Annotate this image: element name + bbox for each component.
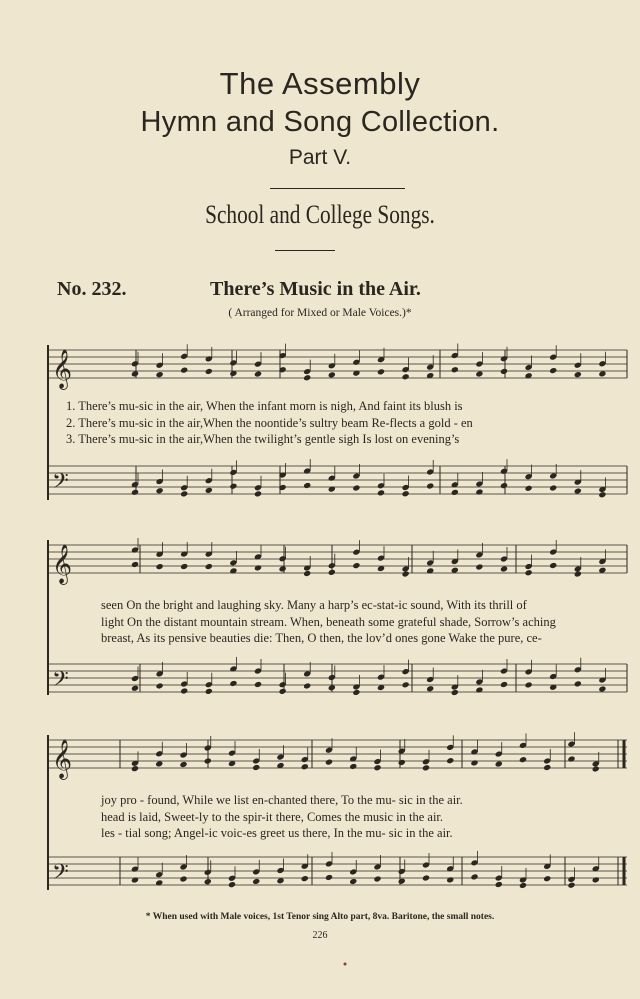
- system-2-bass-note: [229, 680, 237, 687]
- system-2-treble-note: [205, 563, 213, 570]
- system-1-treble-note: [180, 367, 188, 374]
- system-1-bass-note: [500, 482, 508, 489]
- system-1-bass-note: [180, 490, 188, 497]
- system-1-bass-note: [254, 490, 262, 497]
- system-2-treble-note: [475, 563, 483, 570]
- system-3-treble-note: [519, 756, 527, 763]
- system-2-bass-note: [180, 687, 188, 694]
- system-2-bass-note: [352, 689, 360, 696]
- lyric-verse-2: head is laid, Sweet-ly to the spir-it there, Comes the music in the air.: [101, 809, 444, 824]
- system-2-bass-note: [574, 680, 582, 687]
- system-3-treble-note: [495, 761, 503, 768]
- system-3-bass-note: [228, 881, 236, 888]
- system-1-bass-note: [205, 487, 213, 494]
- treble-clef-icon: 𝄞: [52, 739, 73, 779]
- system-3-treble-note: [179, 761, 187, 768]
- system-1-bass-note: [402, 490, 410, 497]
- system-2-bass-note: [426, 685, 434, 692]
- system-2-bass-note: [254, 681, 262, 688]
- system-1-treble-note: [254, 371, 262, 378]
- book-title-line1: The Assembly: [219, 66, 421, 101]
- system-3-bass-note: [398, 878, 406, 885]
- arrangement-note: ( Arranged for Mixed or Male Voices.)*: [228, 307, 412, 319]
- system-3-treble-note: [567, 756, 575, 763]
- treble-clef-icon: 𝄞: [52, 544, 73, 584]
- hymn-title: There’s Music in the Air.: [210, 278, 421, 300]
- system-3-bass-note: [252, 878, 260, 885]
- system-2-treble-note: [525, 569, 533, 576]
- system-2-treble-note: [180, 563, 188, 570]
- bass-clef-icon: 𝄢: [52, 469, 69, 499]
- lyric-verse-1: joy pro - found, While we list en-chanted there, To the mu- sic in the air.: [101, 793, 463, 807]
- system-3-treble-note: [349, 763, 357, 770]
- lyric-verse-3: 3. There’s mu-sic in the air,When the twilight’s gentle sigh Is lost on evening’s: [66, 432, 460, 446]
- system-2-treble-note: [402, 570, 410, 577]
- system-1-treble-note: [574, 371, 582, 378]
- system-2-bass-note: [598, 685, 606, 692]
- system-1-bass-note: [451, 489, 459, 496]
- system-2-bass-note: [475, 686, 483, 693]
- lyric-verse-3: breast, As its pensive beauties die: Then, O then, the lov’d ones gone Wake the pure, ce-: [101, 631, 542, 645]
- system-1-bass-note: [574, 488, 582, 495]
- system-2-bass-note: [303, 682, 311, 689]
- lyrics-system-3: [101, 792, 601, 842]
- lyric-verse-1: seen On the bright and laughing sky. Many a harp’s ec-stat-ic sound, With its thrill of: [101, 598, 527, 612]
- system-3-bass-note: [567, 882, 575, 889]
- system-3-bass-note: [179, 875, 187, 882]
- system-2-treble-note: [156, 563, 164, 570]
- system-2-treble-note: [549, 562, 557, 569]
- system-3-treble-note: [301, 763, 309, 770]
- footnote: * When used with Male voices, 1st Tenor sing Alto part, 8va. Baritone, the small notes.: [145, 912, 495, 922]
- system-1-bass-note: [352, 485, 360, 492]
- system-3-bass-note: [446, 876, 454, 883]
- system-3-bass-note: [373, 875, 381, 882]
- system-1-treble-note: [598, 370, 606, 377]
- bass-clef-icon: 𝄢: [52, 860, 69, 890]
- system-3-treble-note: [155, 760, 163, 767]
- system-2-treble-note: [500, 565, 508, 572]
- system-2-bass-note: [525, 681, 533, 688]
- bass-clef-icon: 𝄢: [52, 667, 69, 697]
- system-1-bass-note: [156, 487, 164, 494]
- lyric-verse-3: les - tial song; Angel-ic voic-es greet us there, In the mu- sic in the air.: [101, 826, 453, 840]
- system-1-bass-note: [303, 482, 311, 489]
- system-1-bass-note: [598, 491, 606, 498]
- system-1-bass-note: [426, 482, 434, 489]
- system-1-bass-note: [475, 488, 483, 495]
- system-1-treble-note: [402, 373, 410, 380]
- system-1-treble-note: [451, 366, 459, 373]
- lyric-verse-1: 1. There’s mu-sic in the air, When the infant morn is nigh, And faint its blush is: [66, 399, 463, 413]
- system-3-bass-note: [470, 873, 478, 880]
- system-3-treble-note: [446, 757, 454, 764]
- system-1-treble-note: [156, 371, 164, 378]
- system-3-bass-note: [519, 882, 527, 889]
- system-3-treble-note: [470, 759, 478, 766]
- system-3-bass-note: [592, 876, 600, 883]
- system-3-treble-note: [398, 759, 406, 766]
- system-2-treble-note: [352, 562, 360, 569]
- system-1-treble-note: [205, 368, 213, 375]
- system-3-bass-note: [495, 881, 503, 888]
- system-2-treble-note: [254, 564, 262, 571]
- system-1-treble-note: [549, 367, 557, 374]
- system-2-bass-note: [451, 689, 459, 696]
- system-1-bass-note: [131, 489, 139, 496]
- book-title-line2: Hymn and Song Collection.: [140, 106, 500, 138]
- section-title: School and College Songs.: [205, 200, 435, 229]
- system-1-treble-note: [303, 374, 311, 381]
- system-3-bass-note: [422, 874, 430, 881]
- system-2-treble-note: [131, 561, 139, 568]
- system-2-bass-note: [205, 688, 213, 695]
- system-2-bass-note: [131, 685, 139, 692]
- system-2-treble-note: [303, 570, 311, 577]
- system-1-treble-note: [500, 368, 508, 375]
- system-3-bass-note: [131, 877, 139, 884]
- page-number: 226: [312, 930, 328, 941]
- system-3-treble-note: [131, 765, 139, 772]
- system-2-bass-note: [402, 681, 410, 688]
- system-1-bass-note: [549, 484, 557, 491]
- system-1-bass-note: [525, 485, 533, 492]
- system-1-bass-note: [377, 489, 385, 496]
- system-3-treble-note: [252, 764, 260, 771]
- lyrics-system-2: [101, 597, 631, 647]
- lyrics-system-1: [66, 398, 632, 448]
- system-3-bass-note: [349, 878, 357, 885]
- system-3-treble-note: [422, 764, 430, 771]
- system-1-bass-note: [229, 483, 237, 490]
- lyric-verse-2: 2. There’s mu-sic in the air,When the noontide’s sultry beam Re-flects a gold - en: [66, 415, 473, 430]
- system-3-treble-note: [592, 765, 600, 772]
- part-label: Part V.: [288, 146, 352, 169]
- system-2-treble-note: [574, 570, 582, 577]
- system-2-bass-note: [279, 688, 287, 695]
- system-3-treble-note: [373, 764, 381, 771]
- lyric-verse-2: light On the distant mountain stream. When, beneath some grateful shade, Sorrow’s aching: [101, 614, 556, 629]
- ink-dot: [344, 963, 347, 966]
- system-2-bass-note: [500, 681, 508, 688]
- system-3-treble-note: [543, 764, 551, 771]
- system-2-bass-note: [156, 682, 164, 689]
- system-3-bass-note: [325, 874, 333, 881]
- system-1-treble-note: [328, 371, 336, 378]
- system-3-bass-note: [543, 875, 551, 882]
- treble-clef-icon: 𝄞: [52, 349, 73, 389]
- system-1-treble-note: [377, 368, 385, 375]
- system-3-bass-note: [301, 875, 309, 882]
- system-1-treble-note: [475, 370, 483, 377]
- system-3-treble-note: [325, 759, 333, 766]
- system-1-treble-note: [131, 370, 139, 377]
- hymn-number: No. 232.: [57, 278, 127, 300]
